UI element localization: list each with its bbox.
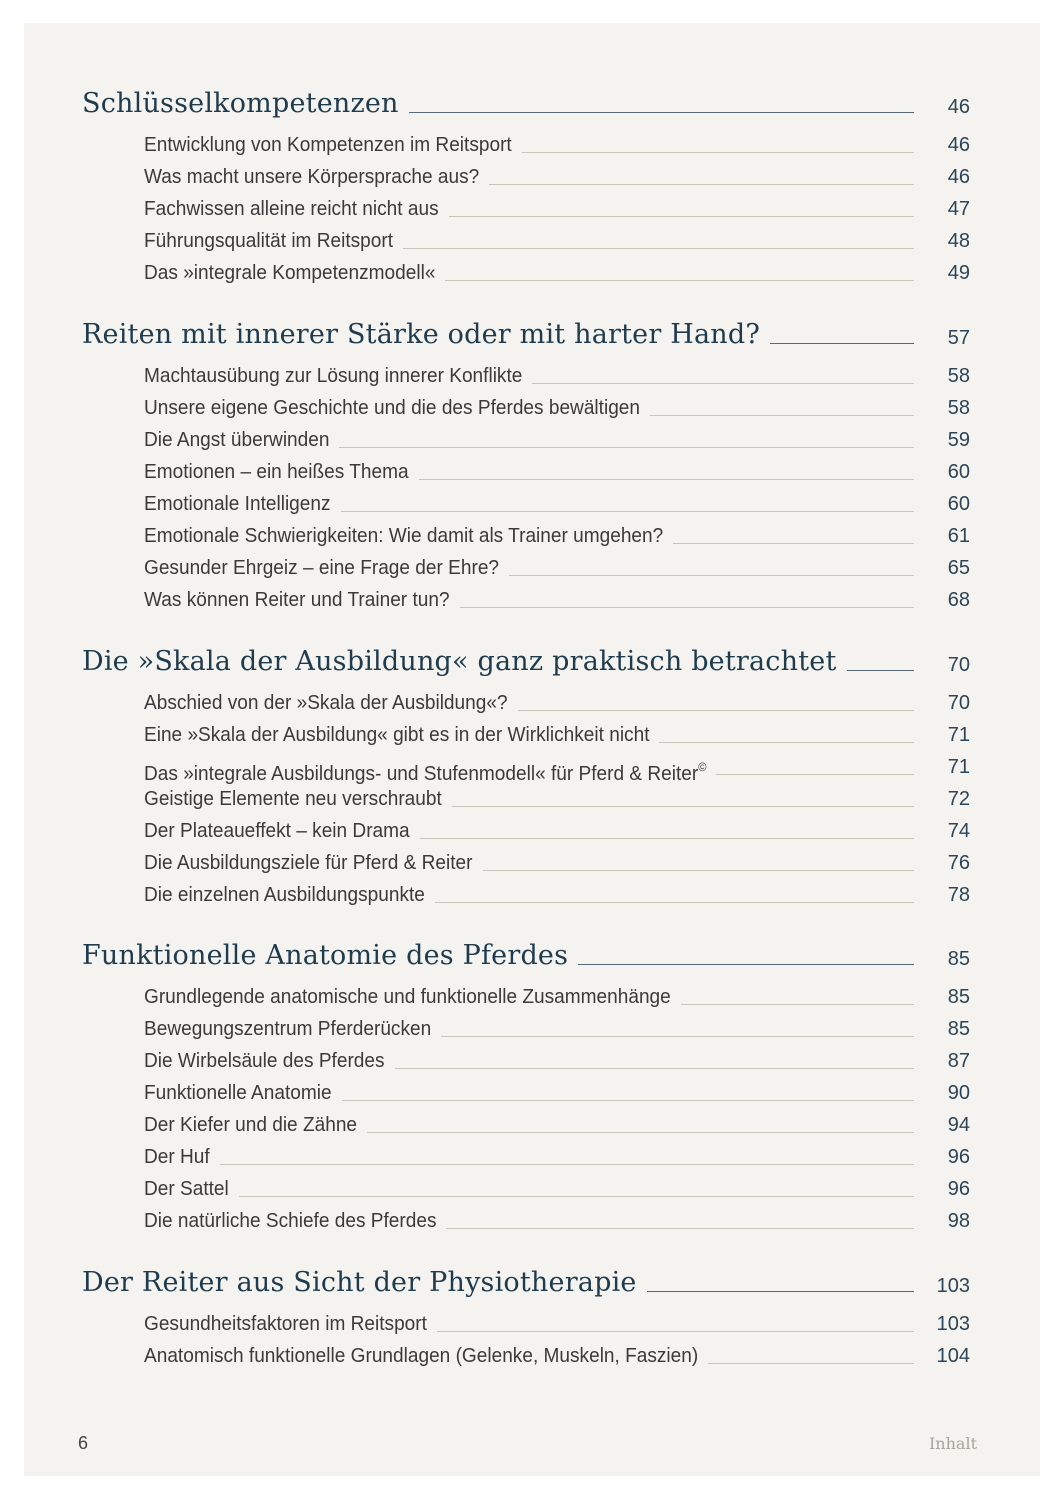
- leader-line: [532, 383, 914, 384]
- toc-section-entry[interactable]: [24, 687, 1040, 719]
- section-title-text: Die natürliche Schiefe des Pferdes: [144, 1209, 437, 1232]
- leader-line: [681, 1004, 914, 1005]
- leader-line: [518, 710, 914, 711]
- section-title: [144, 456, 409, 488]
- toc-section-entry[interactable]: [24, 1013, 1040, 1045]
- section-page-number: 96: [947, 1178, 970, 1200]
- chapter-title: Reiten mit innerer Stärke oder mit harter Hand?: [82, 319, 761, 350]
- section-title: [144, 1173, 229, 1205]
- section-title: [144, 360, 522, 392]
- toc-section-entry[interactable]: [24, 879, 1040, 911]
- toc-section-entry[interactable]: [24, 161, 1040, 193]
- section-title-text: Das »integrale Ausbildungs- und Stufenmodell« für Pferd & Reiter: [144, 762, 699, 785]
- toc-section-entry[interactable]: [24, 1340, 1040, 1372]
- leader-line: [650, 415, 914, 416]
- section-page-number: 46: [947, 166, 970, 188]
- leader-line: [647, 1291, 914, 1292]
- section-title-text: Was können Reiter und Trainer tun?: [144, 588, 450, 611]
- section-title: [144, 1141, 210, 1173]
- section-title-text: Führungsqualität im Reitsport: [144, 229, 394, 252]
- leader-line: [578, 964, 914, 965]
- toc-chapter-entry[interactable]: [24, 319, 1040, 351]
- section-title-text: Die Ausbildungsziele für Pferd & Reiter: [144, 851, 473, 874]
- leader-line: [509, 575, 914, 576]
- leader-line: [437, 1331, 914, 1332]
- toc-section-entry[interactable]: [24, 1308, 1040, 1340]
- section-title-text: Gesunder Ehrgeiz – eine Frage der Ehre?: [144, 556, 500, 579]
- section-title-text: Unsere eigene Geschichte und die des Pferdes bewältigen: [144, 396, 641, 419]
- toc-chapter-entry[interactable]: [24, 88, 1040, 120]
- leader-line: [446, 1228, 914, 1229]
- section-title: [144, 392, 640, 424]
- section-title: [144, 1308, 427, 1340]
- section-title: [144, 584, 450, 616]
- toc-section-entry[interactable]: [24, 1205, 1040, 1237]
- toc-chapter-entry[interactable]: [24, 646, 1040, 678]
- leader-line: [522, 152, 914, 153]
- section-title-text: Der Plateaueffekt – kein Drama: [144, 819, 410, 842]
- leader-line: [449, 216, 914, 217]
- section-page-number: 76: [947, 852, 970, 874]
- chapter-title: Funktionelle Anatomie des Pferdes: [82, 940, 569, 971]
- section-title: [144, 424, 329, 456]
- section-title-text: Der Huf: [144, 1145, 210, 1168]
- section-page-number: 71: [947, 724, 970, 746]
- toc-section-entry[interactable]: [24, 847, 1040, 879]
- section-title-text: Grundlegende anatomische und funktionelle Zusammenhänge: [144, 985, 671, 1008]
- section-title: [144, 129, 512, 161]
- leader-line: [420, 838, 914, 839]
- section-page-number: 48: [947, 230, 970, 252]
- footer-running-title: Inhalt: [928, 1434, 977, 1453]
- section-page-number: 47: [947, 198, 970, 220]
- toc-section-entry[interactable]: [24, 488, 1040, 520]
- section-title: [144, 1013, 431, 1045]
- section-title-text: Die Wirbelsäule des Pferdes: [144, 1049, 385, 1072]
- section-page-number: 90: [947, 1082, 970, 1104]
- section-page-number: 65: [947, 557, 970, 579]
- leader-line: [445, 280, 914, 281]
- section-page-number: 68: [947, 589, 970, 611]
- leader-line: [770, 343, 914, 344]
- section-title-text: Was macht unsere Körpersprache aus?: [144, 165, 480, 188]
- section-title: [144, 1045, 385, 1077]
- section-page-number: 49: [947, 262, 970, 284]
- leader-line: [341, 511, 914, 512]
- leader-line: [395, 1068, 914, 1069]
- leader-line: [367, 1132, 914, 1133]
- toc-section-entry[interactable]: [24, 719, 1040, 751]
- section-page-number: 60: [947, 493, 970, 515]
- section-page-number: 87: [947, 1050, 970, 1072]
- section-page-number: 74: [947, 820, 970, 842]
- section-title-text: Funktionelle Anatomie: [144, 1081, 332, 1104]
- section-page-number: 103: [936, 1313, 970, 1335]
- toc-section-entry[interactable]: [24, 552, 1040, 584]
- toc-section-entry[interactable]: [24, 424, 1040, 456]
- leader-line: [483, 870, 914, 871]
- toc-section-entry[interactable]: [24, 1077, 1040, 1109]
- section-page-number: 85: [947, 1018, 970, 1040]
- section-title: [144, 488, 331, 520]
- section-title-text: Bewegungszentrum Pferderücken: [144, 1017, 432, 1040]
- section-title: [144, 1109, 357, 1141]
- section-title: [144, 520, 663, 552]
- section-title-text: Anatomisch funktionelle Grundlagen (Gelenke, Muskeln, Faszien): [144, 1344, 699, 1367]
- leader-line: [716, 774, 914, 775]
- section-title: [144, 783, 442, 815]
- section-page-number: 104: [936, 1345, 970, 1367]
- section-title-text: Fachwissen alleine reicht nicht aus: [144, 197, 439, 220]
- section-page-number: 58: [947, 397, 970, 419]
- section-title-text: Der Kiefer und die Zähne: [144, 1113, 358, 1136]
- leader-line: [342, 1100, 914, 1101]
- toc-section-entry[interactable]: [24, 456, 1040, 488]
- leader-line: [659, 742, 914, 743]
- section-page-number: 85: [947, 986, 970, 1008]
- toc-section-entry[interactable]: [24, 392, 1040, 424]
- section-title: [144, 225, 393, 257]
- section-page-number: 59: [947, 429, 970, 451]
- section-title: [144, 552, 499, 584]
- section-title-text: Machtausübung zur Lösung innerer Konflikte: [144, 364, 523, 387]
- chapter-title: Die »Skala der Ausbildung« ganz praktisch betrachtet: [82, 646, 837, 677]
- leader-line: [489, 184, 914, 185]
- leader-line: [460, 607, 914, 608]
- section-title-text: Emotionale Intelligenz: [144, 492, 331, 515]
- toc-section-entry[interactable]: [24, 981, 1040, 1013]
- toc-section-entry[interactable]: [24, 584, 1040, 616]
- section-title-text: Abschied von der »Skala der Ausbildung«?: [144, 691, 508, 714]
- section-title-text: Entwicklung von Kompetenzen im Reitsport: [144, 133, 512, 156]
- toc-section-entry[interactable]: [24, 751, 1040, 783]
- section-page-number: 96: [947, 1146, 970, 1168]
- section-page-number: 46: [947, 134, 970, 156]
- leader-line: [220, 1164, 914, 1165]
- toc-section-entry[interactable]: [24, 1141, 1040, 1173]
- section-title: [144, 1205, 436, 1237]
- leader-line: [452, 806, 914, 807]
- section-title: [144, 719, 649, 751]
- toc-section-entry[interactable]: [24, 783, 1040, 815]
- section-page-number: 98: [947, 1210, 970, 1232]
- section-title-text: Die Angst überwinden: [144, 428, 330, 451]
- section-title: [144, 815, 410, 847]
- chapter-page-number: 57: [947, 327, 970, 349]
- section-page-number: 61: [947, 525, 970, 547]
- section-page-number: 72: [947, 788, 970, 810]
- leader-line: [403, 248, 914, 249]
- section-page-number: 58: [947, 365, 970, 387]
- chapter-page-number: 103: [936, 1275, 970, 1297]
- section-title-text: Geistige Elemente neu verschraubt: [144, 787, 442, 810]
- section-page-number: 60: [947, 461, 970, 483]
- leader-line: [708, 1363, 914, 1364]
- chapter-page-number: 46: [947, 96, 970, 118]
- section-title: [144, 257, 435, 289]
- toc-section-entry[interactable]: [24, 193, 1040, 225]
- leader-line: [339, 447, 914, 448]
- footer-page-number: 6: [78, 1433, 89, 1453]
- leader-line: [441, 1036, 914, 1037]
- copyright-mark: ©: [698, 760, 707, 774]
- section-title-text: Emotionale Schwierigkeiten: Wie damit als Trainer umgehen?: [144, 524, 664, 547]
- section-title-text: Die einzelnen Ausbildungspunkte: [144, 883, 425, 906]
- chapter-page-number: 70: [947, 654, 970, 676]
- book-page: [24, 23, 1040, 1476]
- leader-line: [419, 479, 914, 480]
- section-title: [144, 1340, 698, 1372]
- toc-section-entry[interactable]: [24, 225, 1040, 257]
- section-page-number: 78: [947, 884, 970, 906]
- chapter-title: Schlüsselkompetenzen: [82, 88, 399, 119]
- section-title-text: Das »integrale Kompetenzmodell«: [144, 261, 436, 284]
- section-title-text: Emotionen – ein heißes Thema: [144, 460, 409, 483]
- section-page-number: 71: [947, 756, 970, 778]
- toc-section-entry[interactable]: [24, 1173, 1040, 1205]
- section-title: [144, 193, 439, 225]
- section-title: [144, 161, 479, 193]
- toc-chapter-entry[interactable]: [24, 1267, 1040, 1299]
- leader-line: [435, 902, 914, 903]
- section-title: [144, 847, 473, 879]
- leader-line: [409, 112, 914, 113]
- section-page-number: 94: [947, 1114, 970, 1136]
- toc-chapter-entry[interactable]: [24, 940, 1040, 972]
- section-title-text: Der Sattel: [144, 1177, 229, 1200]
- section-title: [144, 879, 425, 911]
- toc-section-entry[interactable]: [24, 1109, 1040, 1141]
- leader-line: [847, 670, 915, 671]
- leader-line: [239, 1196, 914, 1197]
- toc-section-entry[interactable]: [24, 129, 1040, 161]
- toc-section-entry[interactable]: [24, 360, 1040, 392]
- toc-section-entry[interactable]: [24, 815, 1040, 847]
- section-title: [144, 1077, 332, 1109]
- section-page-number: 70: [947, 692, 970, 714]
- section-title-text: Gesundheitsfaktoren im Reitsport: [144, 1312, 427, 1335]
- chapter-title: Der Reiter aus Sicht der Physiotherapie: [82, 1267, 637, 1298]
- toc-section-entry[interactable]: [24, 1045, 1040, 1077]
- toc-section-entry[interactable]: [24, 520, 1040, 552]
- chapter-page-number: 85: [947, 948, 970, 970]
- section-title: [144, 687, 508, 719]
- section-title-text: Eine »Skala der Ausbildung« gibt es in der Wirklichkeit nicht: [144, 723, 650, 746]
- table-of-contents: [24, 23, 1040, 1476]
- toc-section-entry[interactable]: [24, 257, 1040, 289]
- section-title: [144, 981, 671, 1013]
- leader-line: [673, 543, 914, 544]
